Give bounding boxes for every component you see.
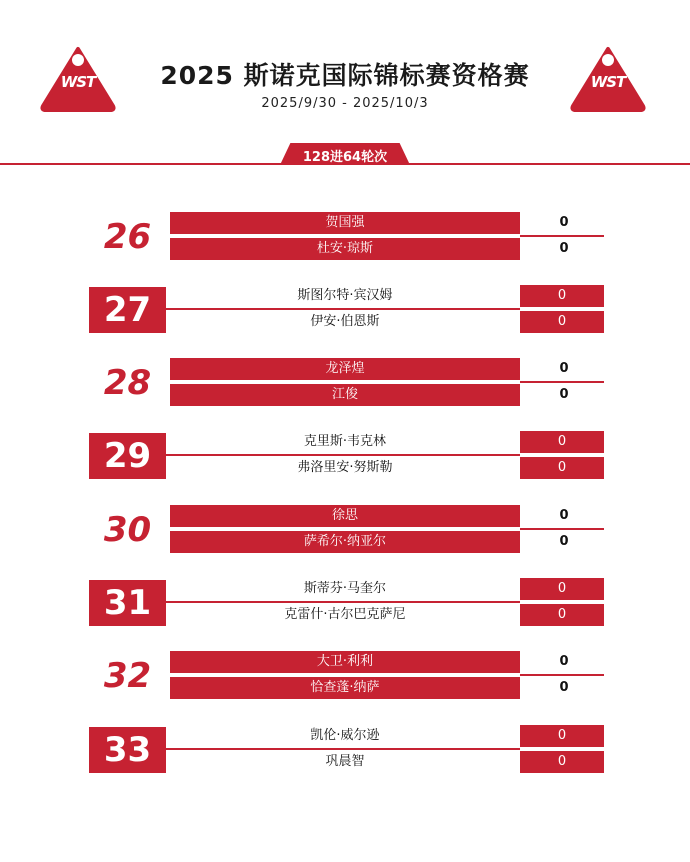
player1-name: 克里斯·韦克林 [303, 434, 387, 449]
player1-score: 0 [559, 361, 569, 376]
match-number: 26 [103, 217, 152, 257]
player1-name: 大卫·利利 [170, 651, 520, 673]
player1-name: 凯伦·威尔逊 [310, 728, 380, 743]
player1-name: 斯图尔特·宾汉姆 [297, 288, 393, 303]
score-divider [520, 674, 604, 676]
player2-name: 杜安·琼斯 [170, 238, 520, 260]
player-divider [166, 748, 520, 750]
date-range: 2025/9/30 - 2025/10/3 [261, 96, 429, 111]
player1-score: 0 [559, 508, 569, 523]
player2-score: 0 [520, 457, 604, 479]
player2-name: 克雷什·古尔巴克萨尼 [284, 607, 406, 622]
match-row [0, 285, 690, 335]
player2-score: 0 [520, 311, 604, 333]
player1-score: 0 [520, 725, 604, 747]
match-row [0, 651, 690, 701]
match-row [0, 431, 690, 481]
match-number: 29 [89, 433, 166, 479]
player-divider [166, 601, 520, 603]
match-number: 28 [103, 363, 152, 403]
player2-score: 0 [559, 680, 569, 695]
player2-name: 伊安·伯恩斯 [310, 314, 380, 329]
player2-score: 0 [559, 387, 569, 402]
match-row [0, 212, 690, 262]
player1-score: 0 [559, 215, 569, 230]
player1-name: 龙泽煌 [170, 358, 520, 380]
player2-score: 0 [520, 604, 604, 626]
match-number: 31 [89, 580, 166, 626]
player2-name: 江俊 [170, 384, 520, 406]
wst-logo-text: WST [60, 73, 96, 91]
player1-name: 斯蒂芬·马奎尔 [303, 581, 387, 596]
wst-logo-text: WST [590, 73, 626, 91]
player2-name: 弗洛里安·努斯勒 [297, 460, 393, 475]
player2-score: 0 [559, 534, 569, 549]
player1-score: 0 [559, 654, 569, 669]
score-divider [520, 381, 604, 383]
player1-name: 徐思 [170, 505, 520, 527]
match-number: 30 [103, 510, 152, 550]
score-divider [520, 235, 604, 237]
match-number: 33 [89, 727, 166, 773]
player1-name: 贺国强 [170, 212, 520, 234]
player2-name: 恰查蓬·纳萨 [170, 677, 520, 699]
player1-score: 0 [520, 578, 604, 600]
player2-name: 萨希尔·纳亚尔 [170, 531, 520, 553]
match-row [0, 358, 690, 408]
match-row [0, 578, 690, 628]
match-number: 32 [103, 656, 152, 696]
match-row [0, 725, 690, 775]
player2-score: 0 [520, 751, 604, 773]
player2-name: 巩晨智 [325, 754, 365, 769]
score-divider [520, 528, 604, 530]
player1-score: 0 [520, 431, 604, 453]
player1-score: 0 [520, 285, 604, 307]
match-row [0, 505, 690, 555]
page-title: 2025 斯诺克国际锦标赛资格赛 [160, 61, 530, 90]
match-number: 27 [89, 287, 166, 333]
player-divider [166, 454, 520, 456]
player2-score: 0 [559, 241, 569, 256]
player-divider [166, 308, 520, 310]
round-label: 128进64轮次 [302, 150, 388, 165]
